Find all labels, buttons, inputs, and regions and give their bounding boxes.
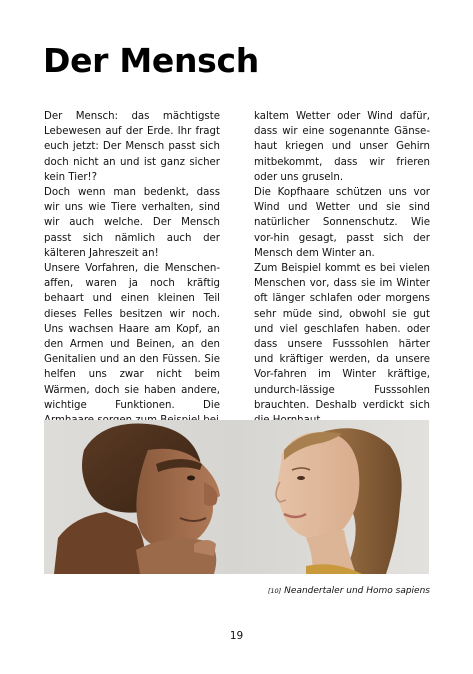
paragraph: Doch wenn man bedenkt, dass wir uns wie Tiere verhalten, sind wir auch welche. Der Mensch passt sich nämlich auch der kälteren Jahreszeit an! [44,187,220,259]
caption-reference: [10] [267,587,282,595]
text-column-left [44,109,220,428]
paragraph: Die Kopfhaare schützen uns vor Wind und Wetter und sie sind natürlicher Sonnenschutz. Wie vor-hin gesagt, passt sich der Mensch dem Winter an. [254,187,430,259]
paragraph: kaltem Wetter oder Wind dafür, dass wir eine sogenannte Gänse-haut kriegen und unser Gehirn mitbekommt, dass wir frieren oder uns gruseln. [254,111,430,183]
paragraph: Zum Beispiel kommt es bei vielen Menschen vor, dass sie im Winter oft länger schlafen oder morgens sehr müde sind, obwohl sie gut und viel geschlafen haben. oder dass unsere Fusssohlen härter und kräftiger werden, da unsere Vor-fahren im Winter kräftige, undurch-lässige Fusssohlen brauchten. Deshalb verdickt sich [254,263,430,411]
photo-neanderthal-and-homo-sapiens [44,420,429,574]
paragraph: Unsere Vorfahren, die Menschen-affen, waren ja noch kräftig behaart und einen kleinen Teil dieses Felles besitzen wir noch. Uns wachsen Haare am Kopf, an den Armen und Beinen, an den Genitalien und an den Füssen. Sie helfen uns zwar nicht beim Wärmen, doch sie haben andere, wichtige Funktionen. Die [44,263,220,411]
caption-text: Neandertaler und Homo sapiens [284,586,430,596]
paragraph: Der Mensch: das mächtigste Lebewesen auf der Erde. Ihr fragt euch jetzt: Der Mensch passt sich doch nicht an und ist ganz sicher kein Tier!? [44,111,220,183]
page-title: Der Mensch [43,41,259,80]
text-column-right [254,109,430,428]
page-number: 19 [229,630,244,642]
figure-caption [268,586,430,596]
